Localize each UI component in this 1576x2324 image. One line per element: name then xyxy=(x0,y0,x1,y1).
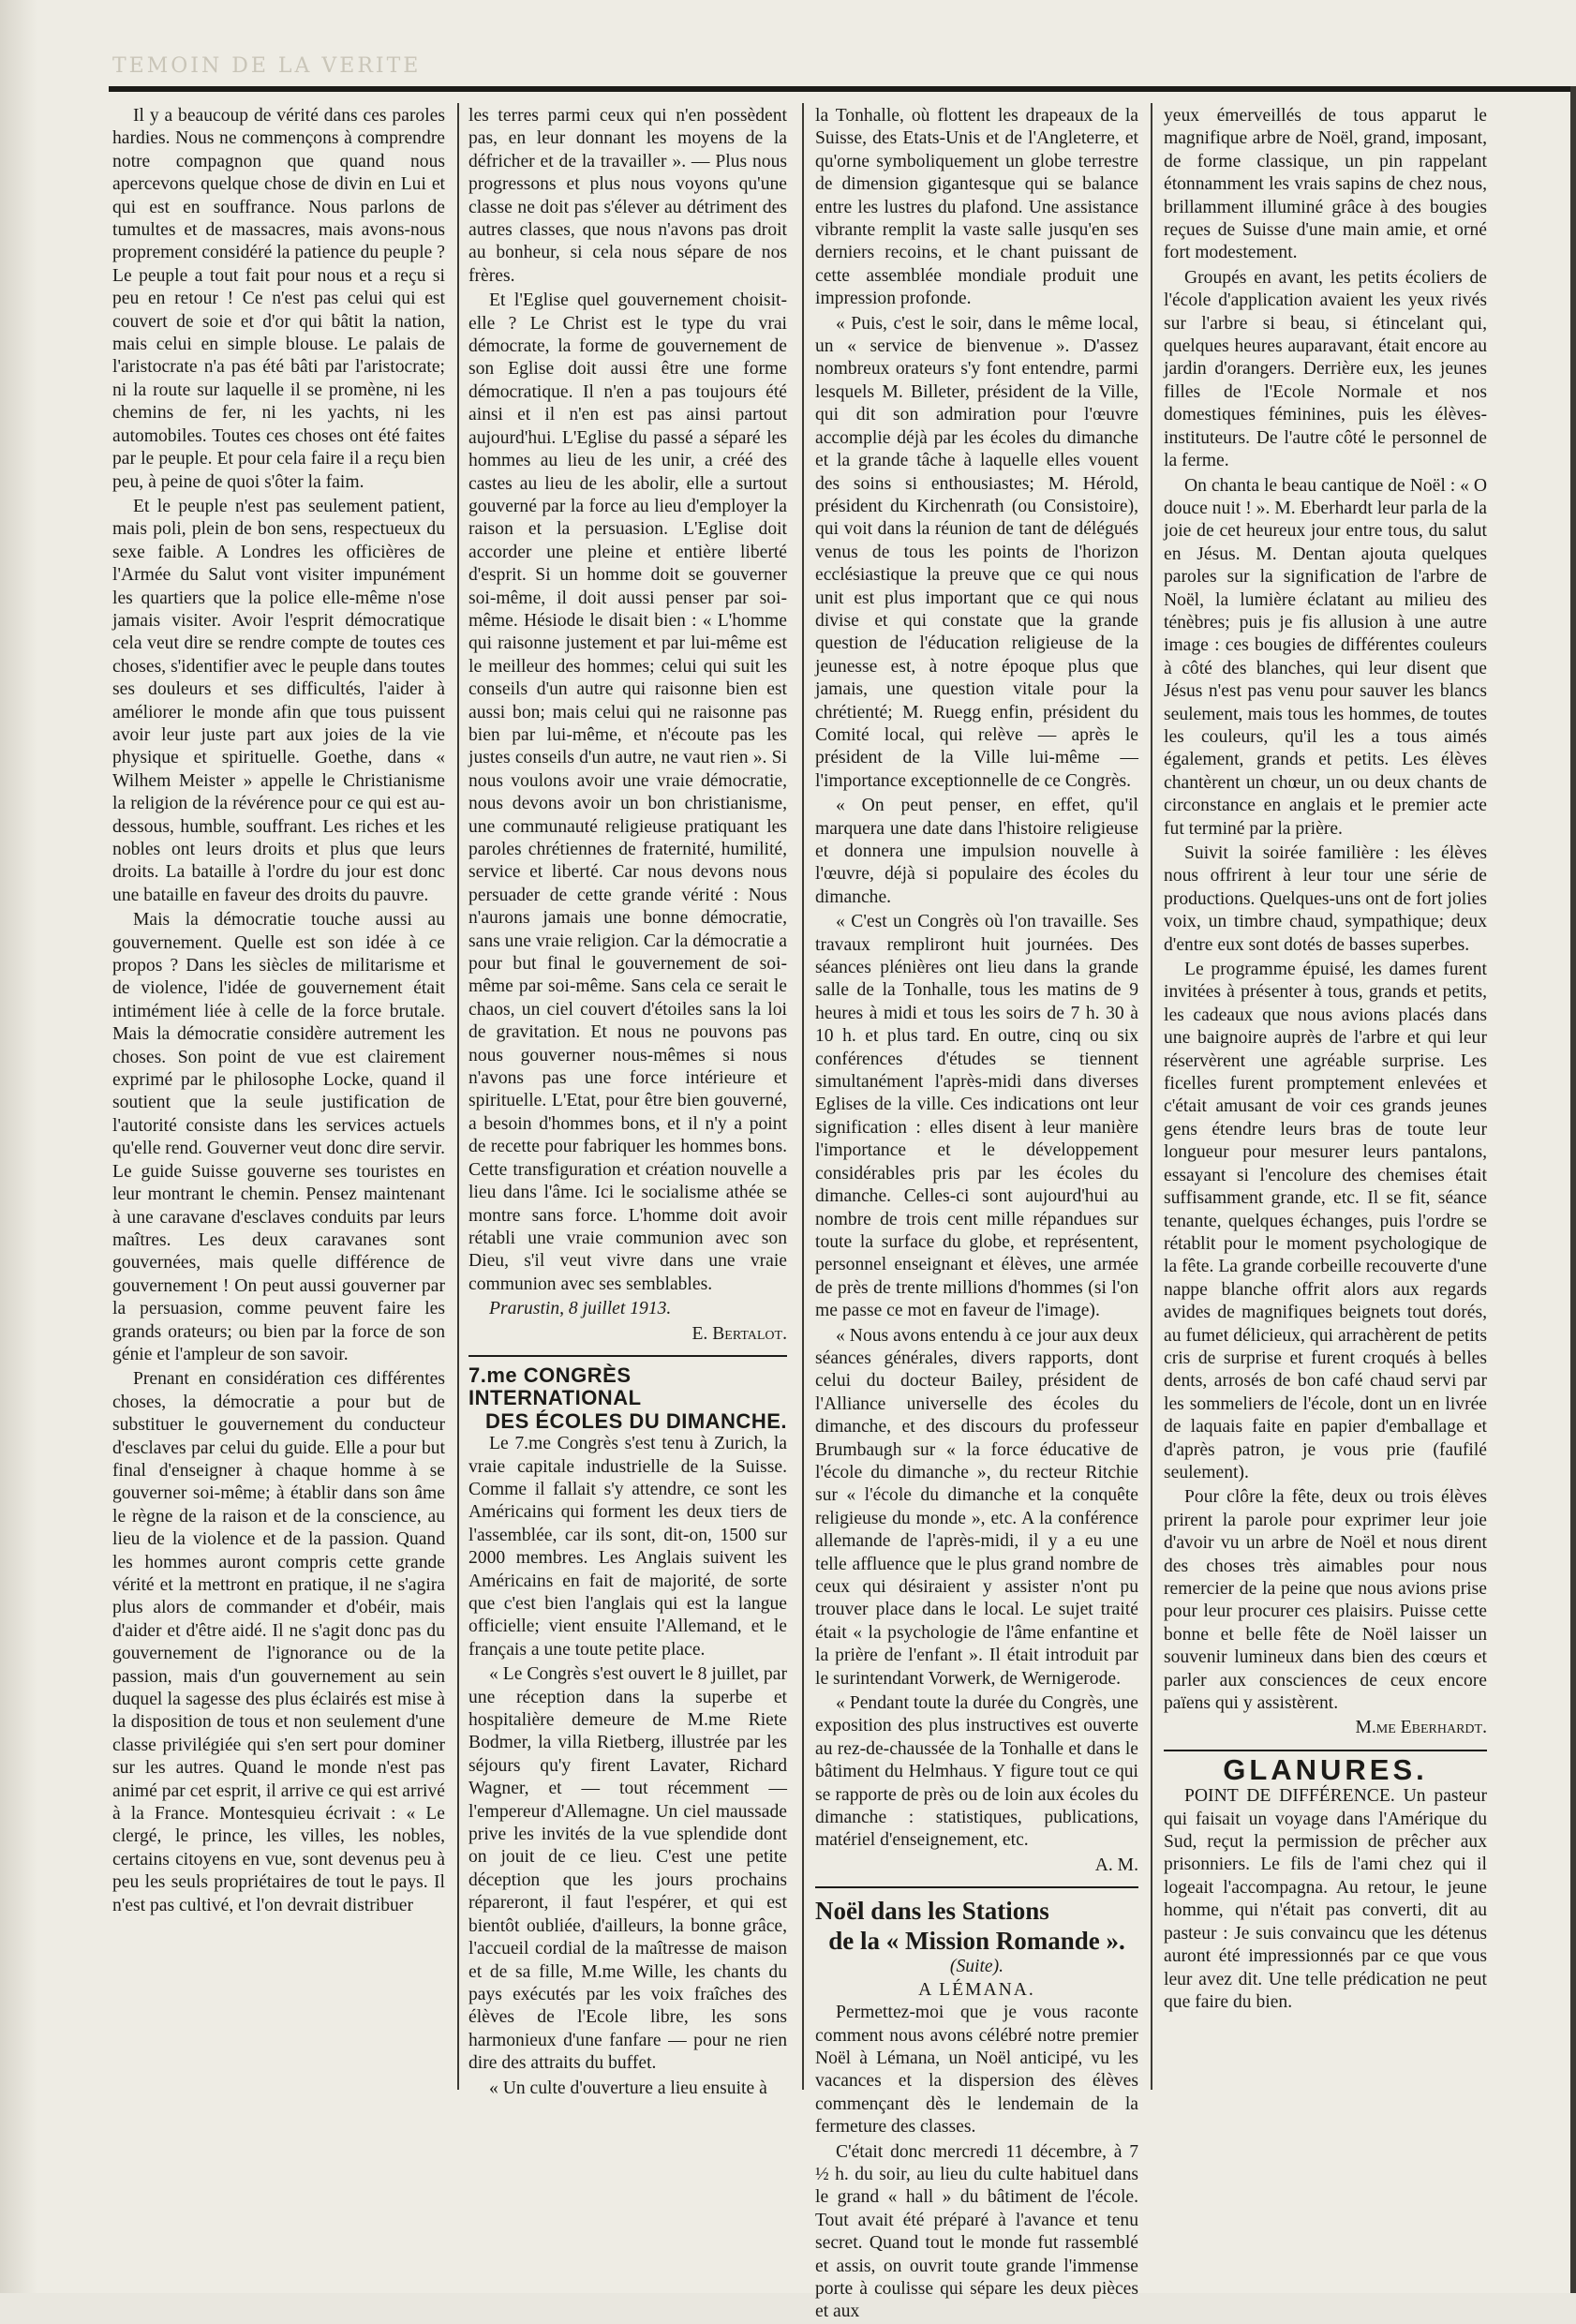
paragraph: « Un culte d'ouverture a lieu ensuite à xyxy=(489,2078,767,2098)
paragraph: « C'est un Congrès où l'on travaille. Ses travaux rempliront huit journées. Des séances plénières ont lieu dans la grande salle de la Tonhalle, tous les matins de 9 heures à midi et tous les soirs de 7 h. 30 à 10 h. et plus tard. En outre, cinq ou six conférences d'études se tiennent simultanément l'après-midi dans diverses Eglises de la ville. Ces indications ont leur signification : elles disent à leur manière l'importance et le développement considérables pris par les écoles du dimanche. Celles-ci sont aujourd'hui au nombre de trois cent mille répandues sur toute la surface du globe, et représentent, personnel enseignant et élèves, une armée de près de trente millions d'hommes (si l'on me passe ce mot en faveur de l'image). xyxy=(815,912,1138,1321)
dateline: Prarustin, 8 juillet 1913. xyxy=(489,1299,672,1319)
column-3 xyxy=(815,105,1138,2322)
right-border xyxy=(1570,86,1576,2293)
signature: M.me Eberhardt. xyxy=(1355,1718,1487,1738)
paragraph: Prenant en considération ces différentes choses, la démocratie a pour but de substituer le gouvernement du conducteur d'esclaves par celui du guide. Elle a pour but final d'enseigner à chaque homme à se gouverner soi-même; à établir dans son âme le règne de la raison et de la conscience, au lieu de la violence et de la passion. Quand les hommes auront compris cette grande vérité et la mettront en pratique, il ne s'agira plus alors de commander et d'obéir, mais d'aider et d'être aidé. Il ne s'agit donc pas du gouvernement de l'ignorance ou de la passion, mais d'un gouvernement au sein duquel la sagesse des plus éclairés est mise à la disposition de tous et non seulement d'une classe privilégiée qui s'en sert pour dominer sur les autres. Quand le monde n'est pas animé par cet esprit, il arrive ce qui est arrivé à la France. Montesquieu écrivait : « Le clergé, le prince, les villes, les nobles, certains citoyens en vue, sont devenus peu à peu les seuls propriétaires de tout le pays. Il n'est pas cultivé, et l'on devrait distribuer xyxy=(112,1369,445,1915)
paragraph: C'était donc mercredi 11 décembre, à 7 ½ h. du soir, au lieu du culte habituel dans le grand « hall » du bâtiment de l'école. Tout avait été préparé à l'avance et tenu secret. Quand tout le monde fut rassemblé et assis, on ouvrit toute grande l'immense porte à coulisse qui sépare les deux pièces et aux xyxy=(815,2141,1138,2322)
faint-running-header: TEMOIN DE LA VERITE xyxy=(112,54,422,78)
paragraph: « Pendant toute la durée du Congrès, une exposition des plus instructives est ouverte au rez-de-chaussée de la Tonhalle et dans le bâtiment du Helmhaus. Y figure tout ce qui se rapporte de près ou de loin aux écoles du dimanche : statistiques, publications, matériel d'enseignement, etc. xyxy=(815,1693,1138,1851)
column-1 xyxy=(112,105,445,2120)
glanures-text: Un pasteur qui faisait un voyage dans l'Amérique du Sud, reçut la permission de prêcher aux prisonniers. Le fils de l'ami chez qui il logeait l'accompagna. Au retour, le jeune homme, qui n'était pas converti, dit au pasteur : Je suis convaincu que les détenus auront été impressionnés par ce que vous leur avez dit. Une telle prédication ne peut que faire du bien. xyxy=(1164,1786,1487,2012)
paragraph: Le programme épuisé, les dames furent invitées à présenter à tous, grands et petits, les cadeaux que nous avions placés dans une baignoire auprès de l'arbre et qui leur réservèrent une agréable surprise. Les ficelles furent promptement enlevées et c'était amusant de voir ces grands jeunes gens étendre leurs bras de toute leur longueur pour mesurer leurs pantalons, essayant si l'encolure des chemises était suffisamment grande, etc. Il se fit, séance tenante, quelques échanges, puis l'ordre se rétablit pour le moment psychologique de la fête. La grande corbeille recouverte d'une nappe blanche offrit alors aux regards avides de magnifiques beignets tout dorés, au fumet délicieux, qui arrachèrent de petits cris de surprise et furent croqués à belles dents, arrosés de bon café chaud servi par les sommeliers de l'école, dont un en livrée de laquais faite en papier d'emballage et d'après patron, je vous prie (faufilé seulement). xyxy=(1164,960,1487,1482)
article-title-line: Noël dans les Stations xyxy=(815,1897,1049,1926)
article-separator xyxy=(468,1355,787,1357)
paragraph: Mais la démocratie touche aussi au gouvernement. Quelle est son idée à ce propos ? Dans les siècles de militarisme et de violence, l'idée de gouvernement était intimément liée à celle de la force brutale. Mais la démocratie considère autrement les choses. Son point de vue est clairement exprimé par le philosophe Locke, quand il soutient que la seule justification de l'autorité consiste dans les services actuels qu'elle rend. Gouverner veut donc dire servir. Le guide Suisse gouverne ses touristes en leur montrant le chemin. Pensez maintenant à une caravane d'esclaves conduits par leurs maîtres. Les deux caravanes sont gouvernées, mais quelle différence de gouvernement ! On peut aussi gouverner par la persuasion, comme peuvent faire les grands orateurs; ou bien par la force de son génie et l'ampleur de son savoir. xyxy=(112,910,446,1364)
paragraph: Il y a beaucoup de vérité dans ces paroles hardies. Nous ne commençons à comprendre notre compagnon que quand nous apercevons quelque chose de divin en Lui et qui est en souffrance. Nous parlons de tumultes et de massacres, mais avons-nous proprement considéré la patience du peuple ? Le peuple a tout fait pour nous et a reçu si peu en retour ! Ce n'est pas celui qui est couvert de soie et d'or qui bâtit la nation, mais celui en simple blouse. Le palais de l'aristocrate n'a pas été bâti par l'aristocrate; ni la route sur laquelle il se promène, ni les chemins de fer, ni les yachts, ni les automobiles. Toutes ces choses ont été faites par le peuple. Et pour cela faire il a reçu bien peu, à peine de quoi s'ôter la faim. xyxy=(112,106,445,492)
article-title-line: DES ÉCOLES DU DIMANCHE. xyxy=(485,1408,787,1433)
article-title-line: de la « Mission Romande ». xyxy=(828,1927,1125,1956)
paragraph: On chanta le beau cantique de Noël : « O douce nuit ! ». M. Eberhardt leur parla de la joie de cet heureux jour entre tous, du salut en Jésus. M. Dentan ajouta quelques paroles sur la signification de l'arbre de Noël, la lumière éclatant au milieu des ténèbres; puis je fis allusion à une autre image : ces bougies de différentes couleurs à côté des blanches, qui leur disent que Jésus n'est pas venu pour sauver les blancs seulement, mais tous les hommes, de toutes les couleurs, qu'il les a tous aimés également, grands et petits. Les élèves chantèrent un chœur, un ou deux chants de circonstance en anglais et le premier acte fut terminé par la prière. xyxy=(1164,475,1487,839)
column-rule xyxy=(457,103,459,2090)
paragraph: Groupés en avant, les petits écoliers de l'école d'application avaient les yeux rivés sur l'arbre si beau, si étincelant qui, quelques heures auparavant, était encore au jardin d'orangers. Derrière eux, les jeunes filles de l'Ecole Normale et nos domestiques féminines, puis les élèves-instituteurs. De l'autre côté le personnel de la ferme. xyxy=(1164,267,1487,471)
section-title: GLANURES. xyxy=(1223,1752,1428,1786)
paragraph: « Nous avons entendu à ce jour aux deux séances générales, divers rapports, dont celui du docteur Bailey, président de l'Alliance universelle des écoles du dimanche, et des discours du professeur Brumbaugh sur « la force éducative de l'école du dimanche », du recteur Ritchie sur « l'école du dimanche et la conquête religieuse du monde », etc. A la conférence allemande de l'après-midi, il y a eu une telle affluence que le plus grand nombre de ceux qui désiraient y assister n'ont pu trouver place dans le local. Le sujet traité était « la psychologie de l'âme enfantine et la prière de l'enfant ». Il était introduit par le surintendant Vorwerk, de Wernigerode. xyxy=(815,1325,1138,1689)
paragraph: Pour clôre la fête, deux ou trois élèves prirent la parole pour exprimer leur joie d'avoir vu un arbre de Noël et nous dirent des choses très aimables pour nous remercier de la peine que nous avions prise pour leur procurer ces plaisirs. Puisse cette bonne et belle fête de Noël laisser un souvenir lumineux dans bien des cœurs et parler aux consciences de ceux encore païens qui y assistèrent. xyxy=(1164,1487,1487,1714)
article-separator xyxy=(1164,1750,1487,1751)
paragraph: Et l'Eglise quel gouvernement choisit-elle ? Le Christ est le type du vrai démocrate, la forme de gouvernement de son Eglise doit aussi être une forme démocratique. Il n'en a pas toujours été ainsi et il n'en est pas ainsi partout aujourd'hui. L'Eglise du passé a séparé les hommes au lieu de les unir, a créé des castes au lieu de les abolir, elle a surtout gouverné par la force au lieu d'employer la raison et la persuasion. L'Eglise doit accorder une pleine et entière liberté d'esprit. Si un homme doit se gouverner soi-même, il doit aussi penser par soi-même. Hésiode le disait bien : « L'homme qui raisonne justement et par lui-même est le meilleur des hommes; celui qui suit les conseils d'un autre qui raisonne bien est aussi bon; mais celui qui ne raisonne pas bien par lui-même, et n'écoute pas les justes conseils d'un autre, ne vaut rien ». Si nous voulons avoir une vraie démocratie, nous devons avoir un bon christianisme, une communauté religieuse pratiquant les paroles chrétiennes de fraternité, humilité, service et liberté. Car nous devons nous persuader de cette grande vérité : Nous n'aurons jamais une bonne démocratie, sans une vraie religion. Car la démocratie a pour but final le gouvernement de soi-même par soi-même. Sans cela ce serait le chaos, un ciel couvert d'étoiles sans la loi de gravitation. Et nous ne pouvons pas nous gouverner nous-mêmes si nous n'avons pas une force intérieure et spirituelle. L'Etat, pour être bien gouverné, a besoin d'hommes bons, et il n'y a point de recette pour fabriquer les hommes bons. Cette transfiguration et création nouvelle a lieu dans l'âme. Ici le socialisme athée se montre sans force. L'homme doit avoir rétabli une vraie communion avec son Dieu, s'il veut vivre dans une vraie communion avec ses semblables. xyxy=(468,290,787,1294)
signature: E. Bertalot. xyxy=(691,1323,787,1344)
paragraph: « Le Congrès s'est ouvert le 8 juillet, par une réception dans la superbe et hospitalière demeure de M.me Riete Bodmer, la villa Rietberg, illustrée par les séjours qu'y firent Lavater, Richard Wagner, et — tout récemment — l'empereur d'Allemagne. Un ciel maussade prive les invités de la vue splendide dont on jouit de ce lieu. C'est une petite déception que les jours prochains répareront, il faut l'espérer, et qui est bientôt oubliée, d'ailleurs, la bonne grâce, l'accueil cordial de la maîtresse de maison et de sa fille, M.me Wille, les chants du pays exécutés par les voix fraîches des élèves de l'Ecole libre, les sons harmonieux d'une fanfare — pour ne rien dire des attraits du buffet. xyxy=(468,1664,787,2074)
glanures-lead: POINT DE DIFFÉRENCE. xyxy=(1184,1786,1395,1807)
paragraph: « Puis, c'est le soir, dans le même local, un « service de bienvenue ». D'assez nombreux orateurs s'y font entendre, parmi lesquels M. Billeter, président de la Ville, qui dit son admiration pour l'œuvre accomplie déjà par les écoles du dimanche et la grande tâche à laquelle elles vouent des soins si enthousiastes; M. Hérold, président du Kirchenrath (ou Consistoire), qui voit dans la réunion de tant de délégués venus de tous les points de l'horizon ecclésiastique la preuve que ce qui nous unit est plus important que ce qui nous divise et qui constate que la grande question de l'éducation religieuse de la jeunesse est, à notre époque plus que jamais, une question vitale pour la chrétienté; M. Ruegg enfin, président du Comité local, qui relève — après le président de la Ville lui-même — l'importance exceptionnelle de ce Congrès. xyxy=(815,313,1138,791)
top-rule xyxy=(109,86,1576,92)
place-label: A LÉMANA. xyxy=(918,1979,1035,2000)
column-rule xyxy=(802,103,804,2090)
column-2 xyxy=(468,105,787,2120)
column-rule xyxy=(1151,103,1152,2090)
paragraph: yeux émerveillés de tous apparut le magnifique arbre de Noël, grand, imposant, de forme classique, un pin rappelant étonnamment les vrais sapins de chez nous, brillamment illuminé grâce à des bougies reçues de Suisse d'une main amie, et orné fort modestement. xyxy=(1164,106,1487,263)
article-separator xyxy=(815,1886,1138,1888)
article-title xyxy=(815,1896,1138,1956)
article-title-line: 7.me CONGRÈS INTERNATIONAL xyxy=(468,1363,642,1410)
page-margin-shadow xyxy=(0,0,37,2293)
paragraph: la Tonhalle, où flottent les drapeaux de la Suisse, des Etats-Unis et de l'Angleterre, et qu'orne symboliquement un globe terrestre de dimension gigantesque qui se balance entre les lustres du plafond. Une assistance vibrante remplit la vaste salle jusqu'en ses derniers recoins, et le chant puissant de cette assemblée mondiale produit une impression profonde. xyxy=(815,106,1138,309)
article-title xyxy=(468,1364,787,1433)
paragraph: les terres parmi ceux qui n'en possèdent pas, en leur donnant les moyens de la défricher et de la travailler ». — Plus nous progressons et plus nous voyons qu'une classe ne doit pas s'élever au détriment des autres classes, que nous n'avons pas droit au bonheur, si cela nous sépare de nos frères. xyxy=(468,106,787,286)
paragraph: Permettez-moi que je vous raconte comment nous avons célébré notre premier Noël à Lémana, un Noël anticipé, vu les vacances et la dispersion des élèves commençant dès le lendemain de la fermeture des classes. xyxy=(815,2003,1138,2138)
paragraph: Et le peuple n'est pas seulement patient, mais poli, plein de bon sens, respectueux du sexe faible. A Londres les officières de l'Armée du Salut vont visiter impunément les quartiers que la police elle-même n'ose jamais visiter. Avoir l'esprit démocratique cela veut dire se rendre compte de toutes ces choses, s'identifier avec le peuple dans toutes ses douleurs et ses difficultés, l'aider à améliorer le monde afin que tous puissent avoir leur juste part aux joies de la vie physique et spirituelle. Goethe, dans « Wilhem Meister » appelle le Christianisme la religion de la révérence pour ce qui est au-dessous, humble, souffrant. Les riches et les nobles ont leurs droits et plus que leurs droits. La bataille à l'ordre du jour est donc une bataille en faveur des droits du pauvre. xyxy=(112,496,445,905)
paragraph: Suivit la soirée familière : les élèves nous offrirent à leur tour une série de productions. Quelques-uns ont de fort jolies voix, un timbre chaud, sympathique; deux d'entre eux sont dotés de basses superbes. xyxy=(1164,843,1487,955)
suite-label: (Suite). xyxy=(949,1957,1004,1977)
paragraph: « On peut penser, en effet, qu'il marquera une date dans l'histoire religieuse et donnera une impulsion nouvelle à l'œuvre, déjà si populaire des écoles du dimanche. xyxy=(815,796,1138,907)
paragraph: Le 7.me Congrès s'est tenu à Zurich, la vraie capitale industrielle de la Suisse. Comme il fallait s'y attendre, ce sont les Américains qui forment les deux tiers de l'assemblée, car ils sont, dit-on, 1500 sur 2000 membres. Les Anglais suivent les Américains en fait de majorité, de sorte que c'est bien l'anglais qui est la langue officielle; vient ensuite l'Allemand, et le français a une toute petite place. xyxy=(468,1434,787,1660)
column-4 xyxy=(1164,105,1487,2120)
glanures-paragraph xyxy=(1164,1785,1487,2014)
signature: A. M. xyxy=(1094,1855,1138,1875)
